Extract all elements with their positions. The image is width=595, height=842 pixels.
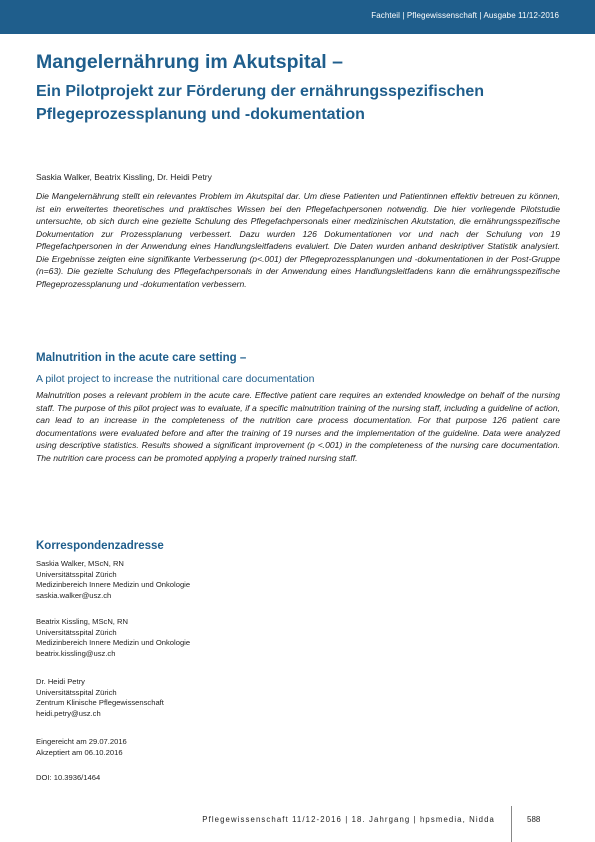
submission-dates — [36, 737, 127, 758]
submitted-date: Eingereicht am 29.07.2016 — [36, 737, 127, 746]
contact-email: saskia.walker@usz.ch — [36, 590, 112, 600]
contact-department: Medizinbereich Innere Medizin und Onkologie — [36, 638, 191, 647]
contact-email: heidi.petry@usz.ch — [36, 708, 101, 718]
author-list: Saskia Walker, Beatrix Kissling, Dr. Heidi Petry — [36, 172, 212, 182]
english-title: Malnutrition in the acute care setting – — [36, 352, 247, 364]
contact-block-kissling — [36, 617, 356, 659]
abstract-german: Die Mangelernährung stellt ein relevantes Problem im Akutspital dar. Um diese Patienten und Patientinnen effektiv betreuen zu können, ist ein erweitertes theoretisches und praktisches Wissen bei den Pflegefachpersonen notwendig. Die hier vorliegende Pilotstudie untersuchte, ob sich durch eine gezielte Schulung des Pflegefachpersonals einer medizinischen Akutstation, die ernährungsspezifische Dokumentation zur Prozessplanung verbessert. Dazu wurden 126 Dokumentationen vor und nach der Schulung von 19 Pflegefachpersonen in der Anwendung eines Handlungsleitfadens evaluiert. Die Daten wurden anhand deskriptiver Statistik analysiert. Die Ergebnisse zeigten eine signifikante Verbesserung (p<.001) der Pflegeprozessplanungen und -dokumentationen in der Post-Gruppe (n=63). Die gezielte Schulung des Pflegefachpersonals in der Anwendung eines Handlungsleitfadens kann die ernährungsspezifische Pflegeprozessplanung und -dokumentation verbessern. — [36, 191, 560, 289]
article-title: Mangelernährung im Akutspital – — [36, 51, 343, 73]
contact-institution: Universitätsspital Zürich — [36, 569, 117, 579]
accepted-date: Akzeptiert am 06.10.2016 — [36, 747, 123, 757]
page-number: 588 — [527, 815, 541, 824]
english-subtitle: A pilot project to increase the nutritional care documentation — [36, 373, 315, 385]
contact-department: Zentrum Klinische Pflegewissenschaft — [36, 698, 164, 707]
contact-email: beatrix.kissling@usz.ch — [36, 648, 116, 658]
abstract-english: Malnutrition poses a relevant problem in the acute care. Effective patient care requires an extended knowledge on behalf of the nursing staff. The purpose of this pilot project was to evaluate, if a specific malnutrition training of the nursing staff, including a guideline of action, can lead to an increase in the completeness of the nutrition care process documentation. For that purpose 126 patient care documentations were evaluated before and after the training of 19 nurses and the implementation of the guideline. Data were analyzed using descriptive statistics. Results showed a significant improvement (p <.001) in the completeness of the nursing care documentation. The nutrition care process can be promoted applying a properly trained nursing staff. — [36, 390, 560, 463]
contact-block-petry — [36, 677, 356, 719]
header-bar — [0, 0, 595, 34]
journal-footer: Pflegewissenschaft 11/12-2016 | 18. Jahrgang | hpsmedia, Nidda — [202, 815, 495, 824]
contact-name: Dr. Heidi Petry — [36, 677, 85, 686]
correspondence-heading: Korrespondenzadresse — [36, 540, 164, 552]
breadcrumb: Fachteil | Pflegewissenschaft | Ausgabe 11/12-2016 — [371, 11, 559, 20]
contact-name: Beatrix Kissling, MScN, RN — [36, 617, 128, 626]
contact-department: Medizinbereich Innere Medizin und Onkologie — [36, 580, 191, 589]
contact-institution: Universitätsspital Zürich — [36, 687, 117, 697]
contact-block-walker — [36, 559, 356, 601]
doi: DOI: 10.3936/1464 — [36, 773, 101, 782]
contact-institution: Universitätsspital Zürich — [36, 627, 117, 637]
article-subtitle: Ein Pilotprojekt zur Förderung der ernährungsspezifischen Pflegeprozessplanung und -dokumentation — [36, 83, 485, 123]
contact-name: Saskia Walker, MScN, RN — [36, 559, 124, 568]
footer-divider — [511, 806, 512, 842]
